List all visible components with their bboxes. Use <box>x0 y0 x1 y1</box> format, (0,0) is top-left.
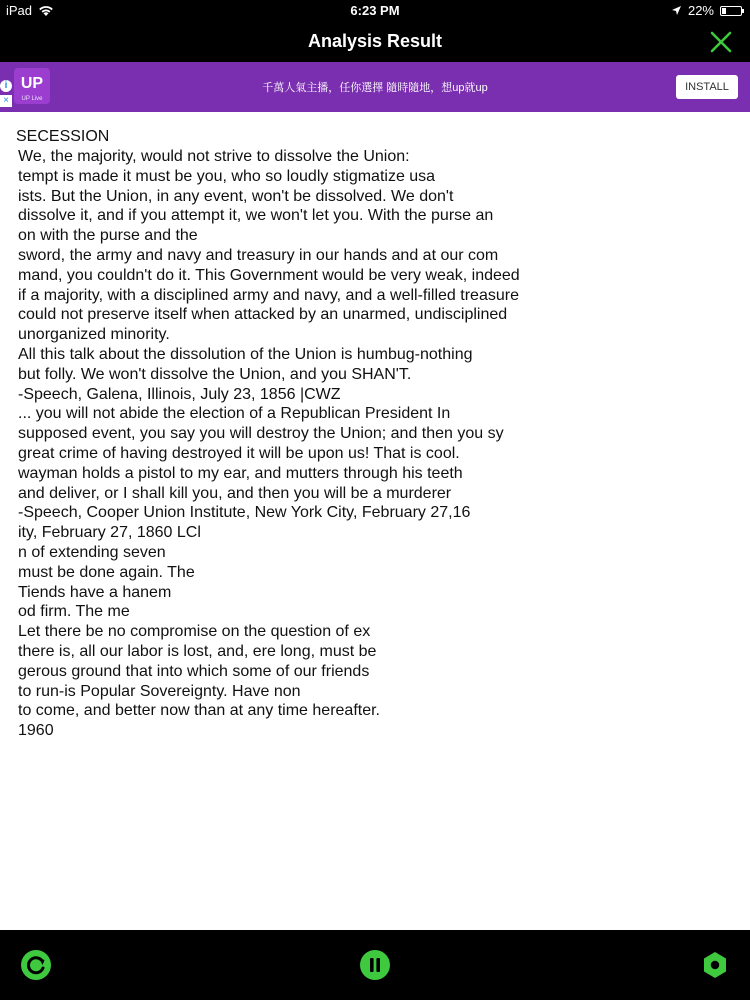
battery-level-fill <box>722 8 726 14</box>
ad-close-icon[interactable]: × <box>0 95 12 107</box>
document-line: unorganized minority. <box>18 326 170 344</box>
document-line: supposed event, you say you will destroy the Union; and then you sy <box>18 425 504 443</box>
ad-logo-text: UP <box>20 75 44 92</box>
document-line: wayman holds a pistol to my ear, and mutters through his teeth <box>18 464 463 482</box>
location-arrow-icon <box>671 5 682 16</box>
document-line: We, the majority, would not strive to dissolve the Union: <box>18 148 410 165</box>
ad-banner[interactable] <box>0 62 750 112</box>
document-line: Let there be no compromise on the question of ex <box>18 623 371 641</box>
document-line: there is, all our labor is lost, and, ere long, must be <box>18 642 377 660</box>
hexagon-icon[interactable] <box>699 949 731 981</box>
document-line: if a majority, with a disciplined army and navy, and a well-filled treasure <box>18 286 519 304</box>
document-line: gerous ground that into which some of our friends <box>18 662 370 680</box>
ad-logo-subtext: UP Live <box>21 96 43 102</box>
document-line: ity, February 27, 1860 LCl <box>18 524 201 542</box>
ad-info-icon[interactable]: i <box>0 80 12 92</box>
document-line: 1960 <box>18 722 54 740</box>
device-name: iPad <box>6 3 33 18</box>
document-line: od firm. The me <box>18 603 130 621</box>
document-line: dissolve it, and if you attempt it, we won't let you. With the purse an <box>18 207 494 225</box>
document-line: mand, you couldn't do it. This Government would be very weak, indeed <box>18 266 520 284</box>
document-line: to run-is Popular Sovereignty. Have non <box>18 682 301 700</box>
document-line: could not preserve itself when attacked by an unarmed, undisciplined <box>18 306 508 324</box>
document-line: ... you will not abide the election of a Republican President In <box>18 405 451 423</box>
document-line: sword, the army and navy and treasury in our hands and at our com <box>18 246 499 264</box>
ad-text[interactable]: 千萬人氣主播，任你選擇 隨時隨地，想up就up <box>262 82 488 94</box>
refresh-icon[interactable] <box>20 949 52 981</box>
status-bar <box>0 0 750 22</box>
nav-bar <box>0 22 750 62</box>
document-line: Tiends have a hanem <box>18 583 172 601</box>
battery-icon <box>720 6 742 16</box>
document-line: but folly. We won't dissolve the Union, and you SHAN'T. <box>18 365 412 383</box>
page-title: Analysis Result <box>307 31 443 51</box>
document-line: -Speech, Cooper Union Institute, New York City, February 27,16 <box>18 504 471 522</box>
status-right <box>671 3 742 18</box>
document-line: ists. But the Union, in any event, won't be dissolved. We don't <box>18 187 454 205</box>
battery-percent: 22% <box>687 3 714 18</box>
close-icon[interactable] <box>708 29 734 55</box>
analysis-text <box>16 124 736 741</box>
status-time: 6:23 PM <box>350 3 400 18</box>
document-line: n of extending seven <box>18 543 166 561</box>
document-line: All this talk about the dissolution of the Union is humbug-nothing <box>18 345 473 363</box>
bottom-toolbar <box>0 930 750 1000</box>
document-line: tempt is made it must be you, who so loudly stigmatize usa <box>18 167 436 185</box>
document-title: SECESSION <box>16 128 110 145</box>
document-line: -Speech, Galena, Illinois, July 23, 1856 |CWZ <box>18 385 341 403</box>
document-line: must be done again. The <box>18 563 195 581</box>
document-line: great crime of having destroyed it will be upon us! That is cool. <box>18 444 460 462</box>
document-lines <box>18 147 736 741</box>
document-line: on with the purse and the <box>18 227 198 245</box>
document-line: to come, and better now than at any time hereafter. <box>18 702 380 720</box>
pause-icon[interactable] <box>359 949 391 981</box>
ad-logo[interactable] <box>14 68 50 104</box>
document-line: and deliver, or I shall kill you, and then you will be a murderer <box>18 484 452 502</box>
ad-install-button[interactable]: INSTALL <box>676 75 738 99</box>
